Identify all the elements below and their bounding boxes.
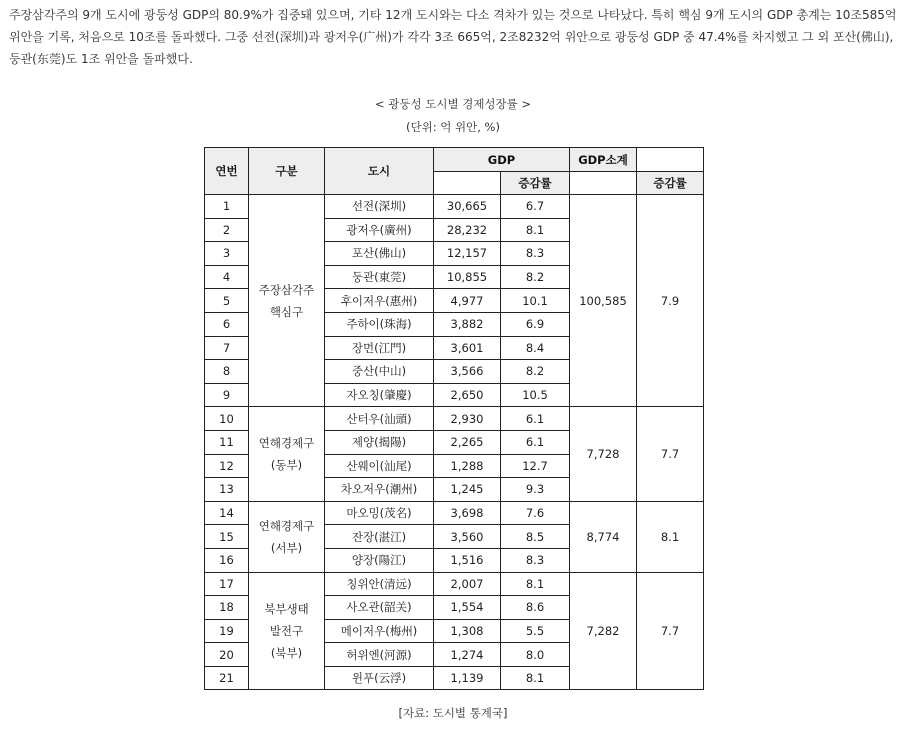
- group-subtotal: 100,585: [570, 195, 637, 407]
- row-gdp: 1,274: [434, 643, 501, 667]
- row-growth: 8.1: [501, 218, 570, 242]
- group-name: [249, 195, 325, 407]
- row-no: 14: [205, 501, 249, 525]
- row-city: 포산(佛山): [325, 242, 434, 266]
- row-city: 사오관(韶关): [325, 596, 434, 620]
- row-gdp: 2,007: [434, 572, 501, 596]
- header-gdp: GDP: [434, 148, 570, 172]
- row-no: 5: [205, 289, 249, 313]
- table-row: [205, 195, 704, 219]
- header-subtotal-blank: [570, 172, 637, 195]
- row-no: 8: [205, 360, 249, 384]
- row-gdp: 3,560: [434, 525, 501, 549]
- row-city: 중산(中山): [325, 360, 434, 384]
- table-row: [205, 407, 704, 431]
- row-gdp: 30,665: [434, 195, 501, 219]
- row-no: 1: [205, 195, 249, 219]
- row-growth: 5.5: [501, 619, 570, 643]
- gdp-table: [204, 147, 704, 690]
- table-row: [205, 501, 704, 525]
- header-blank: [637, 148, 704, 172]
- table-body: [205, 195, 704, 690]
- row-growth: 8.2: [501, 360, 570, 384]
- row-gdp: 1,288: [434, 454, 501, 478]
- row-gdp: 2,650: [434, 383, 501, 407]
- header-group: 구분: [249, 148, 325, 195]
- row-growth: 12.7: [501, 454, 570, 478]
- group-name-line: 핵심구: [269, 304, 304, 319]
- header-gdp-blank: [434, 172, 501, 195]
- row-no: 11: [205, 430, 249, 454]
- row-city: 제양(揭陽): [325, 430, 434, 454]
- group-name-line: (동부): [270, 458, 303, 473]
- row-no: 9: [205, 383, 249, 407]
- source-note: [자료: 도시별 통계국]: [398, 706, 508, 720]
- header-city: 도시: [325, 148, 434, 195]
- group-name-line: (북부): [270, 645, 303, 660]
- row-no: 18: [205, 596, 249, 620]
- row-no: 12: [205, 454, 249, 478]
- row-city: 광저우(廣州): [325, 218, 434, 242]
- row-growth: 10.5: [501, 383, 570, 407]
- row-growth: 8.5: [501, 525, 570, 549]
- row-growth: 7.6: [501, 501, 570, 525]
- row-city: 칭위안(清远): [325, 572, 434, 596]
- row-growth: 6.7: [501, 195, 570, 219]
- row-growth: 6.1: [501, 430, 570, 454]
- row-gdp: 1,245: [434, 478, 501, 502]
- row-growth: 8.1: [501, 572, 570, 596]
- row-city: 허위엔(河源): [325, 643, 434, 667]
- row-city: 선전(深圳): [325, 195, 434, 219]
- row-no: 6: [205, 312, 249, 336]
- row-city: 메이저우(梅州): [325, 619, 434, 643]
- group-name-line: 발전구: [269, 623, 304, 638]
- row-no: 20: [205, 643, 249, 667]
- row-growth: 6.9: [501, 312, 570, 336]
- row-city: 주하이(珠海): [325, 312, 434, 336]
- row-growth: 8.3: [501, 548, 570, 572]
- row-city: 산터우(汕頭): [325, 407, 434, 431]
- row-no: 15: [205, 525, 249, 549]
- header-subtotal-growth: 증감률: [637, 172, 704, 195]
- table-unit: (단위: 억 위안, %): [406, 120, 500, 134]
- header-growth: 증감률: [501, 172, 570, 195]
- row-growth: 8.6: [501, 596, 570, 620]
- row-gdp: 3,698: [434, 501, 501, 525]
- row-growth: 8.4: [501, 336, 570, 360]
- row-no: 4: [205, 265, 249, 289]
- row-no: 3: [205, 242, 249, 266]
- group-subtotal: 7,282: [570, 572, 637, 690]
- group-subtotal: 7,728: [570, 407, 637, 501]
- row-city: 장먼(江門): [325, 336, 434, 360]
- row-gdp: 12,157: [434, 242, 501, 266]
- row-city: 자오칭(肇慶): [325, 383, 434, 407]
- row-gdp: 10,855: [434, 265, 501, 289]
- row-gdp: 1,516: [434, 548, 501, 572]
- group-subtotal: 8,774: [570, 501, 637, 572]
- row-city: 둥관(東莞): [325, 265, 434, 289]
- table-title: < 광둥성 도시별 경제성장률 >: [374, 97, 532, 111]
- group-name-line: 연해경제구: [258, 518, 315, 533]
- row-city: 차오저우(潮州): [325, 478, 434, 502]
- row-city: 윈푸(云浮): [325, 666, 434, 690]
- group-name-line: (서부): [270, 540, 303, 555]
- row-city: 잔장(湛江): [325, 525, 434, 549]
- row-city: 마오밍(茂名): [325, 501, 434, 525]
- row-no: 2: [205, 218, 249, 242]
- row-growth: 8.0: [501, 643, 570, 667]
- row-no: 16: [205, 548, 249, 572]
- row-city: 후이저우(惠州): [325, 289, 434, 313]
- row-growth: 8.1: [501, 666, 570, 690]
- header-subtotal: GDP소계: [570, 148, 637, 172]
- row-growth: 8.3: [501, 242, 570, 266]
- row-no: 21: [205, 666, 249, 690]
- group-name-line: 주장삼각주: [258, 282, 315, 297]
- row-growth: 8.2: [501, 265, 570, 289]
- table-row: [205, 572, 704, 596]
- row-city: 산웨이(汕尾): [325, 454, 434, 478]
- row-no: 17: [205, 572, 249, 596]
- row-no: 10: [205, 407, 249, 431]
- group-subtotal-growth: 7.7: [637, 407, 704, 501]
- intro-paragraph: 주장삼각주의 9개 도시에 광둥성 GDP의 80.9%가 집중돼 있으며, 기타 12개 도시와는 다소 격차가 있는 것으로 나타났다. 특히 핵심 9개 도시의 GDP 총계는 10조585억 위안을 기록, 처음으로 10조를 돌파했다. 그중 선전(深圳)과 광저우(广州)가 각각 3조 665억, 2조8232억 위안으로 광둥성 GDP 중 47.4%를 차지했고 그 외 포산(佛山), 둥관(东莞)도 1조 위안을 돌파했다.: [9, 8, 897, 66]
- row-gdp: 1,554: [434, 596, 501, 620]
- row-no: 19: [205, 619, 249, 643]
- row-gdp: 3,601: [434, 336, 501, 360]
- row-gdp: 1,139: [434, 666, 501, 690]
- row-growth: 9.3: [501, 478, 570, 502]
- group-subtotal-growth: 7.9: [637, 195, 704, 407]
- group-name-line: 연해경제구: [258, 436, 315, 451]
- row-gdp: 28,232: [434, 218, 501, 242]
- row-gdp: 1,308: [434, 619, 501, 643]
- row-gdp: 2,930: [434, 407, 501, 431]
- group-subtotal-growth: 7.7: [637, 572, 704, 690]
- row-no: 13: [205, 478, 249, 502]
- row-growth: 10.1: [501, 289, 570, 313]
- row-growth: 6.1: [501, 407, 570, 431]
- header-no: 연번: [205, 148, 249, 195]
- row-gdp: 3,882: [434, 312, 501, 336]
- row-no: 7: [205, 336, 249, 360]
- row-gdp: 4,977: [434, 289, 501, 313]
- row-gdp: 2,265: [434, 430, 501, 454]
- group-name: [249, 501, 325, 572]
- group-name-line: 북부생태: [264, 601, 309, 616]
- group-subtotal-growth: 8.1: [637, 501, 704, 572]
- group-name: [249, 407, 325, 501]
- group-name: [249, 572, 325, 690]
- row-city: 양장(陽江): [325, 548, 434, 572]
- row-gdp: 3,566: [434, 360, 501, 384]
